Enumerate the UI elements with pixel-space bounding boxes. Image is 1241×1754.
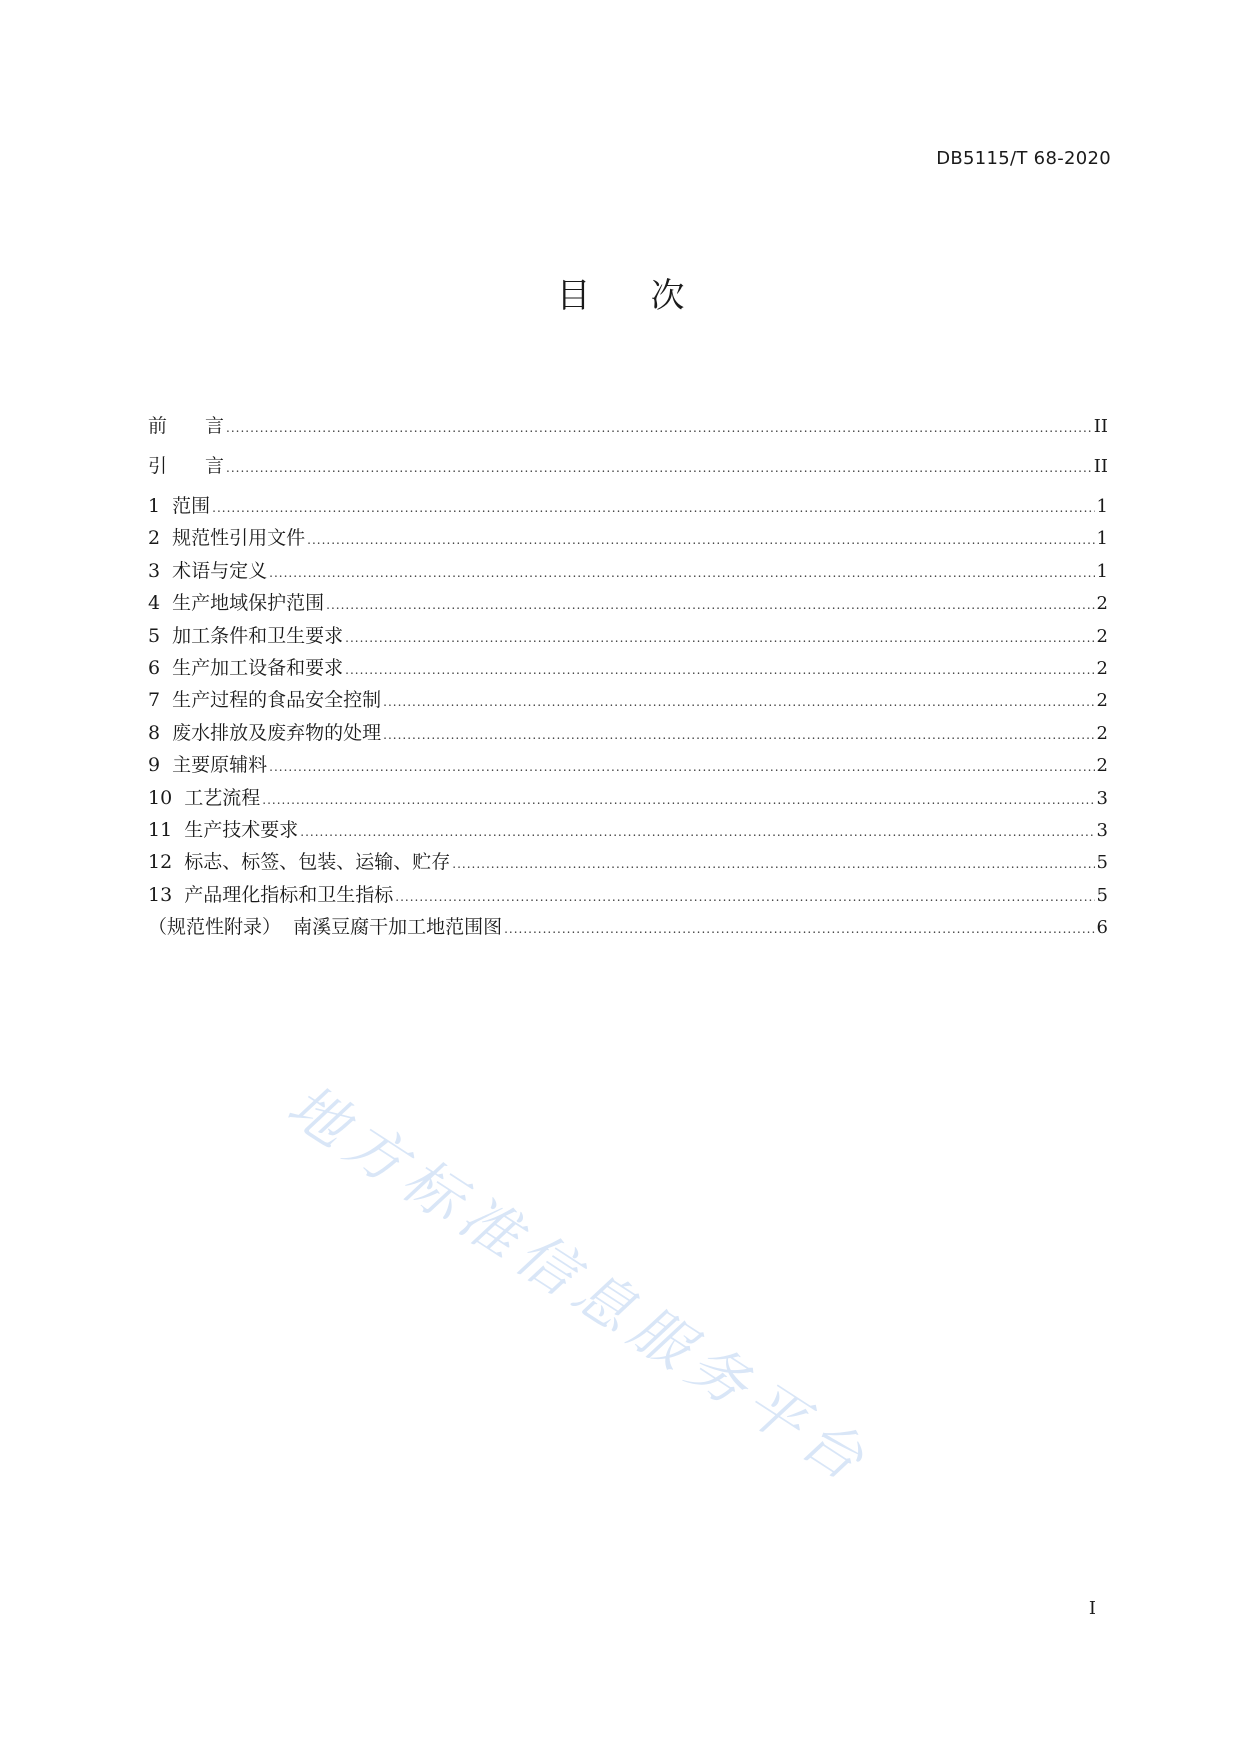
- toc-entry-page: II: [1093, 416, 1108, 437]
- toc-entry-label: （规范性附录） 南溪豆腐干加工地范围图: [148, 916, 503, 939]
- toc-entry-page: 5: [1096, 852, 1108, 874]
- toc-entry[interactable]: [148, 522, 1108, 554]
- toc-leader-dots: [262, 784, 1094, 816]
- toc-entry-label: 11 生产技术要求: [148, 818, 299, 841]
- toc-entry-appendix[interactable]: [148, 911, 1108, 943]
- toc-entry-foreword[interactable]: [148, 410, 1108, 450]
- toc-leader-dots: [452, 848, 1094, 880]
- toc-entry[interactable]: [148, 749, 1108, 781]
- document-code: DB5115/T 68-2020: [936, 148, 1111, 169]
- toc-entry-introduction[interactable]: [148, 450, 1108, 490]
- toc-leader-dots: [345, 654, 1094, 686]
- toc-entry-page: 3: [1096, 787, 1108, 809]
- toc-leader-dots: [269, 557, 1094, 589]
- toc-entry-page: 3: [1096, 819, 1108, 841]
- toc-leader-dots: [269, 751, 1094, 783]
- toc-leader-dots: [326, 589, 1094, 621]
- toc-entry-label: 7 生产过程的食品安全控制: [148, 689, 382, 712]
- toc-entry-page: 6: [1096, 917, 1108, 939]
- toc-entry-label: 4 生产地域保护范围: [148, 592, 325, 615]
- toc-entry-label: 8 废水排放及废弃物的处理: [148, 721, 382, 744]
- toc-entry-label: 1 范围: [148, 495, 211, 517]
- toc-entry-label: 引 言: [148, 455, 225, 477]
- toc-entry-label: 9 主要原辅料: [148, 754, 268, 777]
- page-number: I: [1088, 1598, 1096, 1619]
- toc-entry[interactable]: [148, 684, 1108, 716]
- watermark: 地方标准信息服务平台: [275, 1070, 884, 1499]
- toc-entry-page: 2: [1096, 625, 1108, 647]
- toc-entry-page: 1: [1096, 496, 1108, 517]
- toc-leader-dots: [307, 524, 1094, 556]
- toc-leader-dots: [395, 881, 1094, 913]
- toc-entry[interactable]: [148, 490, 1108, 522]
- toc-leader-dots: [300, 816, 1094, 848]
- toc-entry[interactable]: [148, 555, 1108, 587]
- toc-entry[interactable]: [148, 782, 1108, 814]
- toc-entry[interactable]: [148, 879, 1108, 911]
- toc-entry-page: II: [1093, 456, 1108, 477]
- toc-entry-label: 前 言: [148, 415, 225, 437]
- toc-entry[interactable]: [148, 652, 1108, 684]
- toc-leader-dots: [226, 452, 1092, 484]
- toc-leader-dots: [212, 492, 1094, 524]
- page-title: 目次: [556, 276, 745, 316]
- toc-entry[interactable]: [148, 717, 1108, 749]
- toc-entry-page: 2: [1096, 690, 1108, 712]
- toc-entry-label: 2 规范性引用文件: [148, 527, 306, 550]
- toc-entry[interactable]: [148, 620, 1108, 652]
- toc-leader-dots: [504, 913, 1094, 945]
- toc-entry-label: 5 加工条件和卫生要求: [148, 624, 344, 647]
- toc-entry-page: 1: [1096, 528, 1108, 550]
- toc-leader-dots: [345, 622, 1094, 654]
- toc-entry[interactable]: [148, 814, 1108, 846]
- toc-entry-label: 13 产品理化指标和卫生指标: [148, 883, 394, 906]
- toc-entry[interactable]: [148, 846, 1108, 878]
- toc-leader-dots: [383, 719, 1094, 751]
- toc-entry-label: 10 工艺流程: [148, 786, 261, 809]
- toc-entry-page: 2: [1096, 722, 1108, 744]
- toc-entry-page: 5: [1096, 884, 1108, 906]
- toc-entry-page: 2: [1096, 657, 1108, 679]
- toc-entry[interactable]: [148, 587, 1108, 619]
- toc-leader-dots: [383, 686, 1094, 718]
- toc-entry-label: 3 术语与定义: [148, 559, 268, 582]
- table-of-contents: [148, 410, 1108, 943]
- toc-entry-page: 2: [1096, 755, 1108, 777]
- toc-leader-dots: [226, 412, 1092, 444]
- toc-entry-label: 6 生产加工设备和要求: [148, 656, 344, 679]
- toc-entry-page: 2: [1096, 593, 1108, 615]
- toc-entry-page: 1: [1096, 560, 1108, 582]
- toc-entry-label: 12 标志、标签、包装、运输、贮存: [148, 851, 451, 874]
